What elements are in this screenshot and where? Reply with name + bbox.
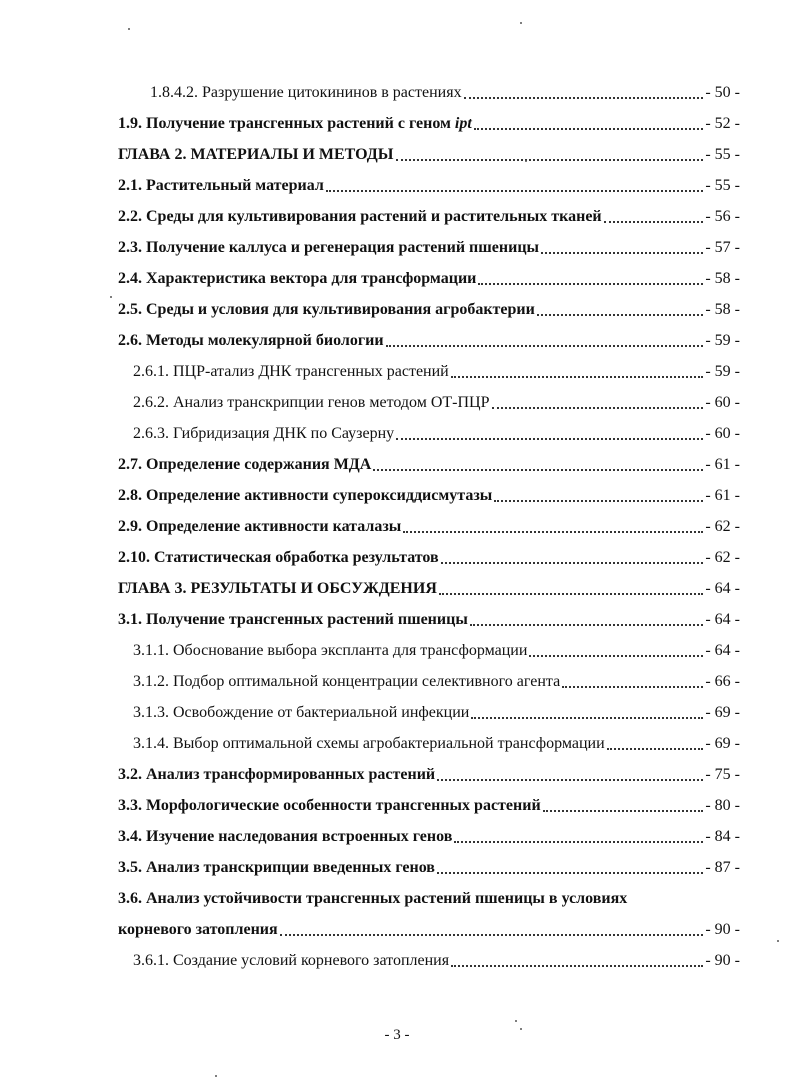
toc-entry-page: - 61 - <box>705 487 740 504</box>
toc-entry-page: - 84 - <box>705 828 740 845</box>
toc-entry-title: 2.4. Характеристика вектора для трансформации <box>118 270 477 287</box>
toc-entry-page: - 58 - <box>705 270 740 287</box>
toc-entry-title: 2.1. Растительный материал <box>118 177 324 194</box>
table-of-contents <box>118 72 740 971</box>
toc-entry-title: 1.9. Получение трансгенных растений с геном ipt <box>118 115 472 132</box>
toc-entry-page: - 69 - <box>705 735 740 752</box>
toc-entry <box>118 444 740 475</box>
toc-entry-page: - 52 - <box>705 115 740 132</box>
dot-leader <box>396 438 703 440</box>
toc-entry <box>118 661 740 692</box>
dot-leader <box>373 469 703 471</box>
toc-entry <box>118 909 740 940</box>
scan-speck <box>215 1075 217 1077</box>
scan-speck <box>525 160 527 162</box>
toc-entry-title: 2.8. Определение активности супероксиддисмутазы <box>118 487 493 504</box>
dot-leader <box>562 686 703 688</box>
toc-entry-page: - 59 - <box>705 363 740 380</box>
scan-speck <box>128 28 130 30</box>
scan-speck <box>110 296 112 298</box>
toc-entry-title: 2.10. Статистическая обработка результатов <box>118 549 439 566</box>
toc-entry <box>118 103 740 134</box>
toc-entry <box>118 878 740 909</box>
toc-entry <box>118 940 740 971</box>
toc-entry <box>118 413 740 444</box>
dot-leader <box>396 159 704 161</box>
dot-leader <box>474 128 704 130</box>
toc-entry-page: - 64 - <box>705 580 740 597</box>
dot-leader <box>541 252 703 254</box>
page-number: - 3 - <box>384 1027 410 1043</box>
dot-leader <box>464 97 704 99</box>
dot-leader <box>471 717 703 719</box>
toc-entry-page: - 55 - <box>705 146 740 163</box>
toc-entry <box>118 599 740 630</box>
toc-entry <box>118 72 740 103</box>
toc-entry-title: корневого затопления <box>118 921 278 938</box>
toc-entry-title: 1.8.4.2. Разрушение цитокининов в растениях <box>150 84 462 101</box>
toc-entry-page: - 60 - <box>705 425 740 442</box>
toc-entry <box>118 351 740 382</box>
toc-entry <box>118 847 740 878</box>
toc-entry-title: 2.5. Среды и условия для культивирования агробактерии <box>118 301 535 318</box>
dot-leader <box>537 314 703 316</box>
dot-leader <box>441 562 704 564</box>
dot-leader <box>454 841 703 843</box>
toc-entry-title: 3.6.1. Создание условий корневого затопления <box>133 952 450 969</box>
toc-entry-page: - 57 - <box>705 239 740 256</box>
dot-leader <box>439 593 703 595</box>
dot-leader <box>437 779 703 781</box>
toc-entry <box>118 196 740 227</box>
toc-entry-title: 3.1.3. Освобождение от бактериальной инфекции <box>133 704 470 721</box>
toc-entry <box>118 816 740 847</box>
dot-leader <box>326 190 703 192</box>
dot-leader <box>492 407 704 409</box>
toc-entry <box>118 227 740 258</box>
toc-entry-page: - 59 - <box>705 332 740 349</box>
dot-leader <box>280 934 704 936</box>
toc-entry-title: 3.1.4. Выбор оптимальной схемы агробактериальной трансформации <box>133 735 605 752</box>
toc-entry-page: - 87 - <box>705 859 740 876</box>
scan-speck <box>520 1028 522 1030</box>
toc-entry-title: 3.4. Изучение наследования встроенных генов <box>118 828 453 845</box>
toc-entry-title: 2.9. Определение активности каталазы <box>118 518 402 535</box>
toc-entry-page: - 64 - <box>705 642 740 659</box>
toc-entry-title: 2.3. Получение каллуса и регенерация растений пшеницы <box>118 239 540 256</box>
dot-leader <box>604 221 704 223</box>
toc-entry <box>118 506 740 537</box>
toc-entry-title: 3.1.1. Обоснование выбора экспланта для трансформации <box>133 642 528 659</box>
toc-entry <box>118 723 740 754</box>
toc-entry <box>118 165 740 196</box>
toc-entry-page: - 55 - <box>705 177 740 194</box>
dot-leader <box>451 965 703 967</box>
toc-entry-page: - 61 - <box>705 456 740 473</box>
toc-entry-title: 2.6. Методы молекулярной биологии <box>118 332 384 349</box>
toc-entry-page: - 66 - <box>705 673 740 690</box>
toc-entry-title: ГЛАВА 2. МАТЕРИАЛЫ И МЕТОДЫ <box>118 146 394 163</box>
toc-entry-title: 3.6. Анализ устойчивости трансгенных растений пшеницы в условиях <box>118 890 628 907</box>
toc-entry-title: 2.2. Среды для культивирования растений и растительных тканей <box>118 208 602 225</box>
toc-entry-title: ГЛАВА 3. РЕЗУЛЬТАТЫ И ОБСУЖДЕНИЯ <box>118 580 437 597</box>
toc-entry-page: - 80 - <box>705 797 740 814</box>
dot-leader <box>403 531 703 533</box>
toc-entry-title: 2.7. Определение содержания МДА <box>118 456 372 473</box>
toc-entry-title: 3.1.2. Подбор оптимальной концентрации селективного агента <box>133 673 561 690</box>
toc-entry-title: 3.2. Анализ трансформированных растений <box>118 766 436 783</box>
toc-entry-title: 3.5. Анализ транскрипции введенных генов <box>118 859 435 876</box>
toc-entry-page: - 75 - <box>705 766 740 783</box>
dot-leader <box>470 624 704 626</box>
toc-entry <box>118 289 740 320</box>
toc-entry-title: 2.6.2. Анализ транскрипции генов методом ОТ-ПЦР <box>133 394 490 411</box>
toc-entry <box>118 785 740 816</box>
toc-entry <box>118 258 740 289</box>
scan-speck <box>777 940 779 942</box>
scan-speck <box>515 1020 517 1022</box>
toc-entry-page: - 50 - <box>705 84 740 101</box>
toc-entry-page: - 64 - <box>705 611 740 628</box>
dot-leader <box>607 748 704 750</box>
toc-entry <box>118 630 740 661</box>
toc-entry-page: - 69 - <box>705 704 740 721</box>
dot-leader <box>529 655 703 657</box>
toc-entry <box>118 382 740 413</box>
toc-entry-page: - 60 - <box>705 394 740 411</box>
toc-entry <box>118 754 740 785</box>
toc-entry-title: 2.6.1. ПЦР-атализ ДНК трансгенных растений <box>133 363 449 380</box>
toc-entry-title: 3.1. Получение трансгенных растений пшеницы <box>118 611 468 628</box>
dot-leader <box>437 872 703 874</box>
toc-entry <box>118 537 740 568</box>
toc-entry-page: - 58 - <box>705 301 740 318</box>
toc-entry-page: - 90 - <box>705 952 740 969</box>
toc-entry <box>118 568 740 599</box>
toc-entry <box>118 475 740 506</box>
dot-leader <box>543 810 704 812</box>
dot-leader <box>451 376 704 378</box>
toc-entry-page: - 56 - <box>705 208 740 225</box>
toc-entry-title: 2.6.3. Гибридизация ДНК по Саузерну <box>133 425 395 442</box>
scan-speck <box>520 22 522 24</box>
dot-leader <box>386 345 704 347</box>
toc-entry-page: - 90 - <box>705 921 740 938</box>
dot-leader <box>478 283 703 285</box>
toc-entry-page: - 62 - <box>705 518 740 535</box>
toc-entry-title: 3.3. Морфологические особенности трансгенных растений <box>118 797 541 814</box>
dot-leader <box>494 500 703 502</box>
toc-entry <box>118 320 740 351</box>
toc-entry <box>118 692 740 723</box>
toc-entry <box>118 134 740 165</box>
toc-entry-page: - 62 - <box>705 549 740 566</box>
